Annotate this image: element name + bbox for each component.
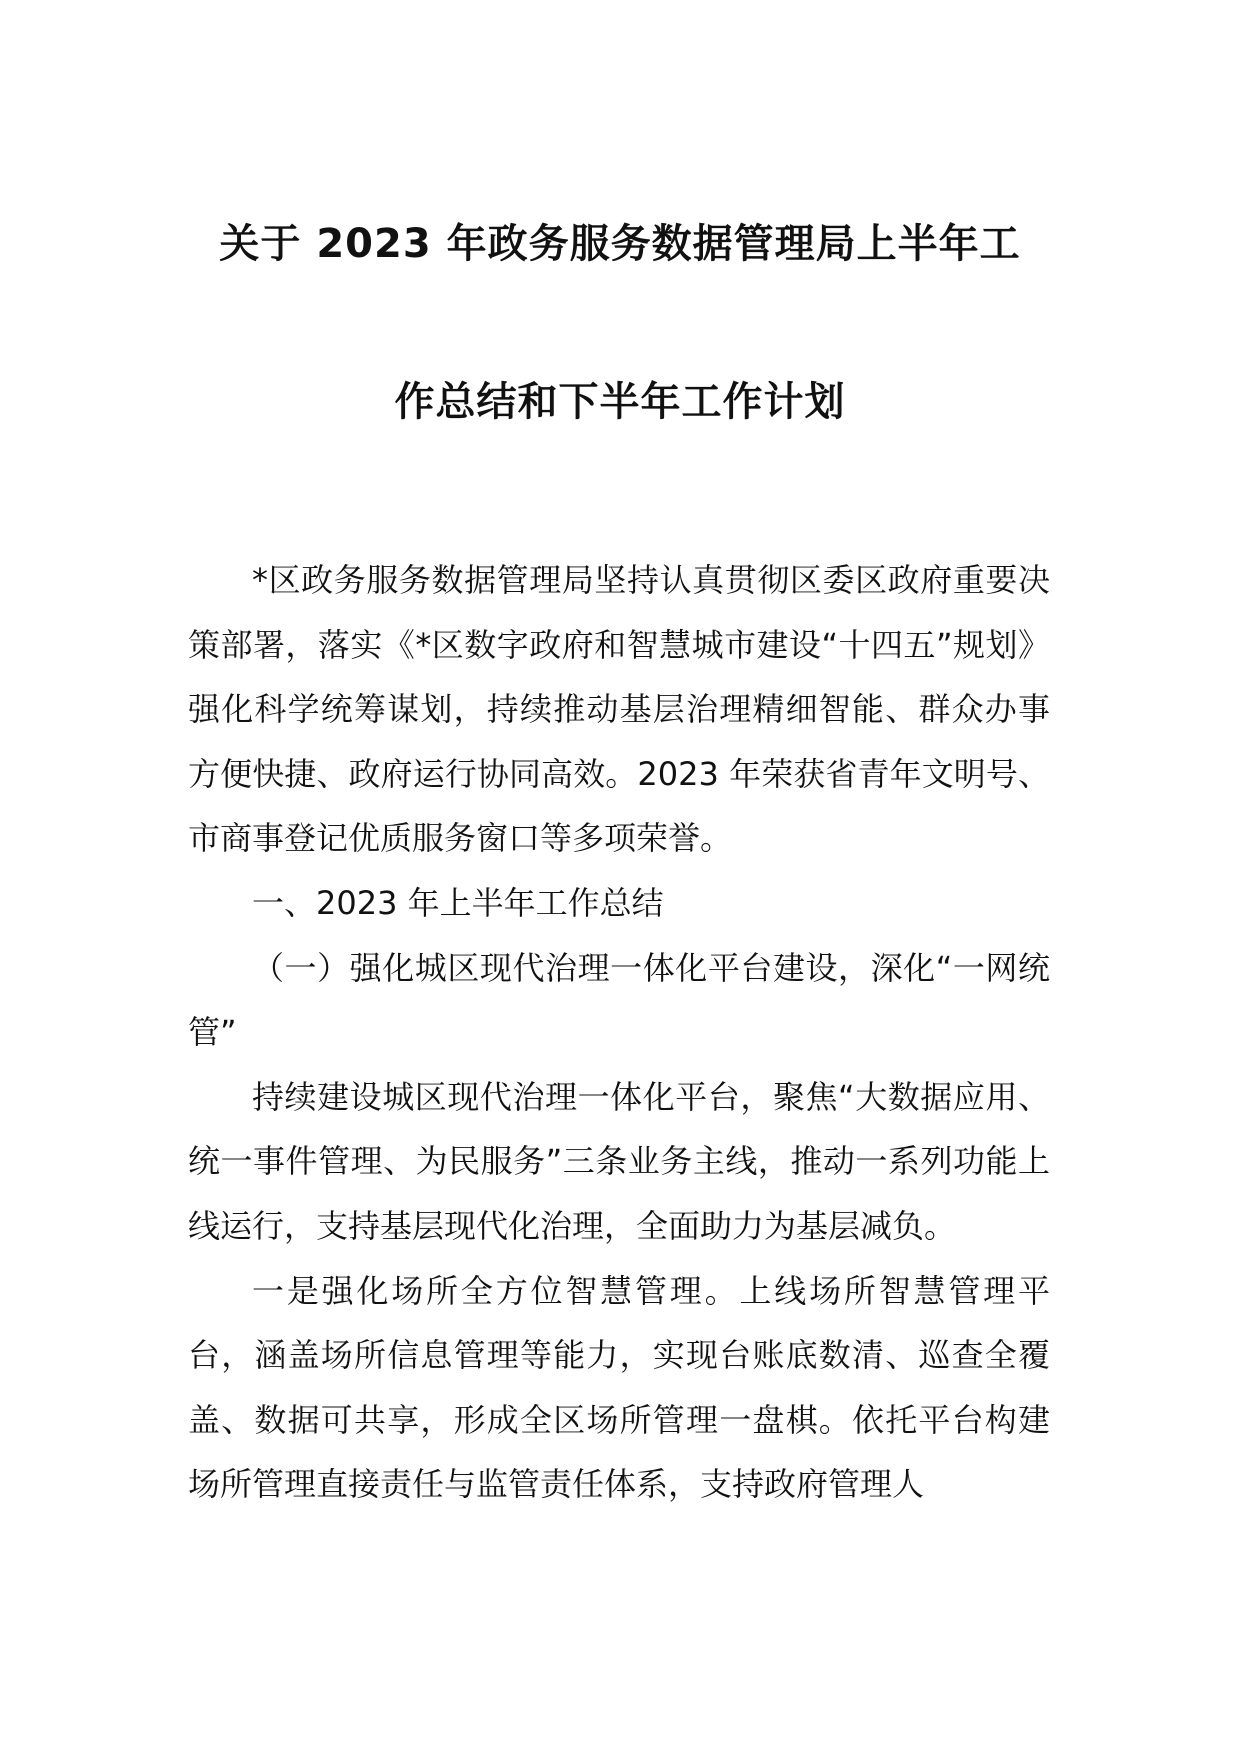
section-heading: 一、2023 年上半年工作总结: [252, 883, 664, 922]
document-body: [188, 548, 1050, 1517]
body-paragraph: 一是强化场所全方位智慧管理。上线场所智慧管理平台，涵盖场所信息管理等能力，实现台账底数清、巡查全覆盖、数据可共享，形成全区场所管理一盘棋。依托平台构建场所管理直接责任与监管责任体系，支持政府管理人: [188, 1271, 1050, 1504]
document-title-line-1: 关于 2023 年政务服务数据管理局上半年工: [219, 221, 1021, 267]
body-paragraph: 持续建设城区现代治理一体化平台，聚焦“大数据应用、统一事件管理、为民服务”三条业务主线，推动一系列功能上线运行，支持基层现代化治理，全面助力为基层减负。: [188, 1077, 1050, 1245]
document-title-line-2: 作总结和下半年工作计划: [394, 379, 846, 425]
subsection-heading: （一）强化城区现代治理一体化平台建设，深化“一网统管”: [188, 948, 1050, 1052]
intro-paragraph: *区政务服务数据管理局坚持认真贯彻区委区政府重要决策部署，落实《*区数字政府和智慧城市建设“十四五”规划》强化科学统筹谋划，持续推动基层治理精细智能、群众办事方便快捷、政府运行协同高效。2023 年荣获省青年文明号、市商事登记优质服务窗口等多项荣誉。: [188, 561, 1050, 858]
